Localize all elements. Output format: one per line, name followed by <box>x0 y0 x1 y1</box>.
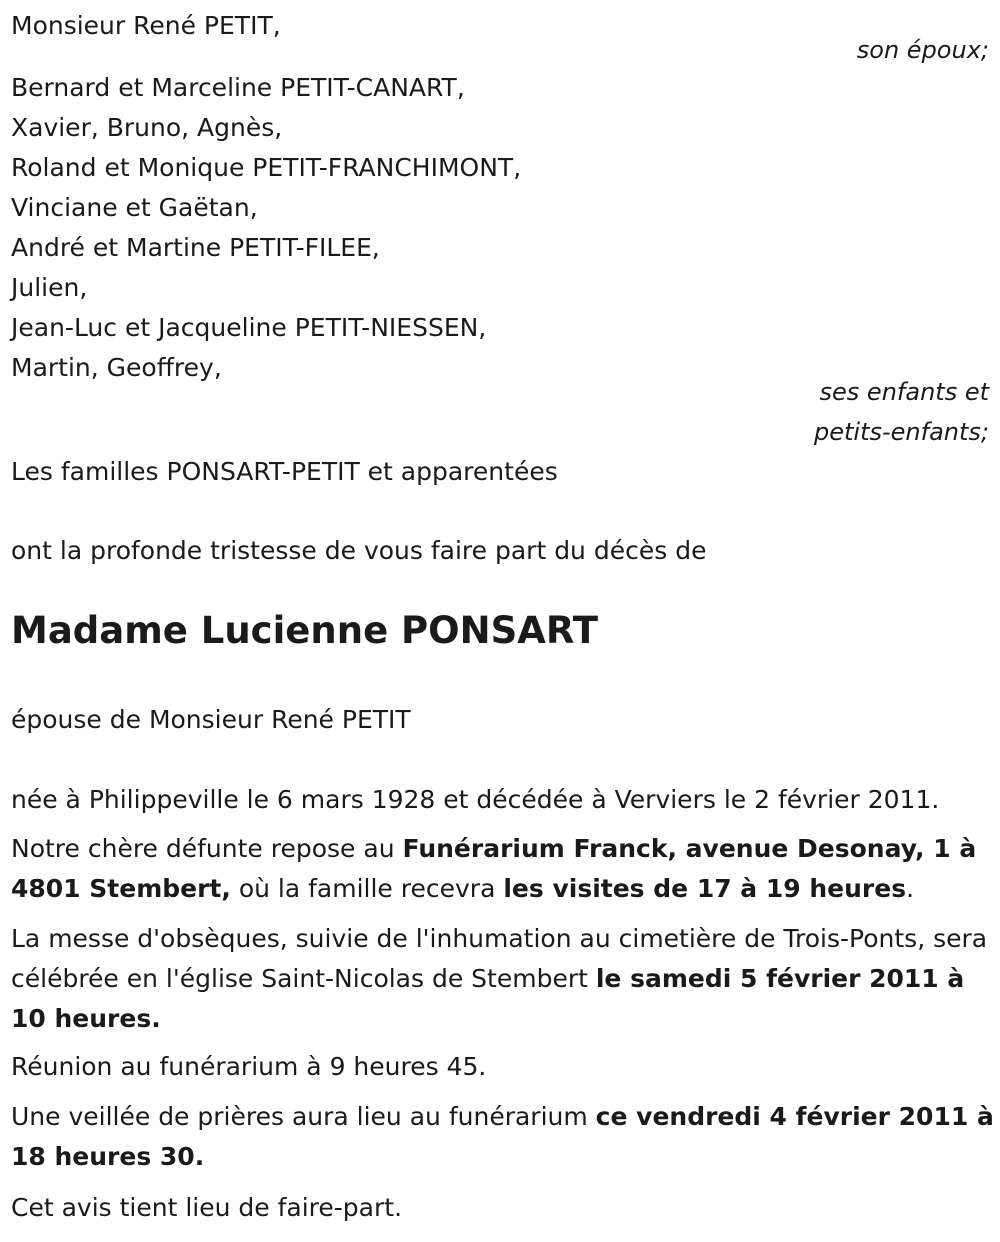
rest-mid: où la famille recevra <box>230 874 504 903</box>
children-line: André et Martine PETIT-FILEE, <box>11 233 380 262</box>
spouse-name: Monsieur René PETIT, <box>11 11 281 40</box>
meeting-paragraph: Réunion au funérarium à 9 heures 45. <box>11 1052 487 1081</box>
vigil-intro: Une veillée de prières aura lieu au funérarium <box>11 1102 596 1131</box>
children-line: Roland et Monique PETIT-FRANCHIMONT, <box>11 153 522 182</box>
rest-place: Funérarium Franck, avenue Desonay, 1 à 4801 Stembert, <box>11 834 977 903</box>
children-line: Bernard et Marceline PETIT-CANART, <box>11 73 465 102</box>
birth-death-line: née à Philippeville le 6 mars 1928 et décédée à Verviers le 2 février 2011. <box>11 785 940 814</box>
children-role-line2: petits-enfants; <box>814 418 989 446</box>
closing-paragraph: Cet avis tient lieu de faire-part. <box>11 1193 403 1222</box>
children-line: Xavier, Bruno, Agnès, <box>11 113 283 142</box>
mass-date: le samedi 5 février 2011 à 10 heures. <box>11 964 965 1033</box>
vigil-date: ce vendredi 4 février 2011 à 18 heures 30. <box>11 1102 994 1171</box>
mass-intro: La messe d'obsèques, suivie de l'inhumation au cimetière de Trois-Ponts, sera célébrée en l'église Saint-Nicolas de Stembert <box>11 924 988 993</box>
spouse-role: son époux; <box>856 36 989 64</box>
children-line: Jean-Luc et Jacqueline PETIT-NIESSEN, <box>11 313 487 342</box>
rest-end: . <box>906 874 915 903</box>
children-line: Julien, <box>11 273 88 302</box>
children-line: Vinciane et Gaëtan, <box>11 193 258 222</box>
announcement-line: ont la profonde tristesse de vous faire part du décès de <box>11 536 707 565</box>
rest-intro: Notre chère défunte repose au <box>11 834 403 863</box>
families-line: Les familles PONSART-PETIT et apparentées <box>11 457 558 486</box>
deceased-name: Madame Lucienne PONSART <box>11 609 598 652</box>
mass-paragraph <box>11 919 996 1039</box>
children-line: Martin, Geoffrey, <box>11 353 222 382</box>
children-role-line1: ses enfants et <box>819 378 989 406</box>
rest-visits: les visites de 17 à 19 heures <box>503 874 907 903</box>
deceased-spouse-of: épouse de Monsieur René PETIT <box>11 705 411 734</box>
rest-paragraph <box>11 829 996 909</box>
vigil-paragraph <box>11 1097 996 1177</box>
